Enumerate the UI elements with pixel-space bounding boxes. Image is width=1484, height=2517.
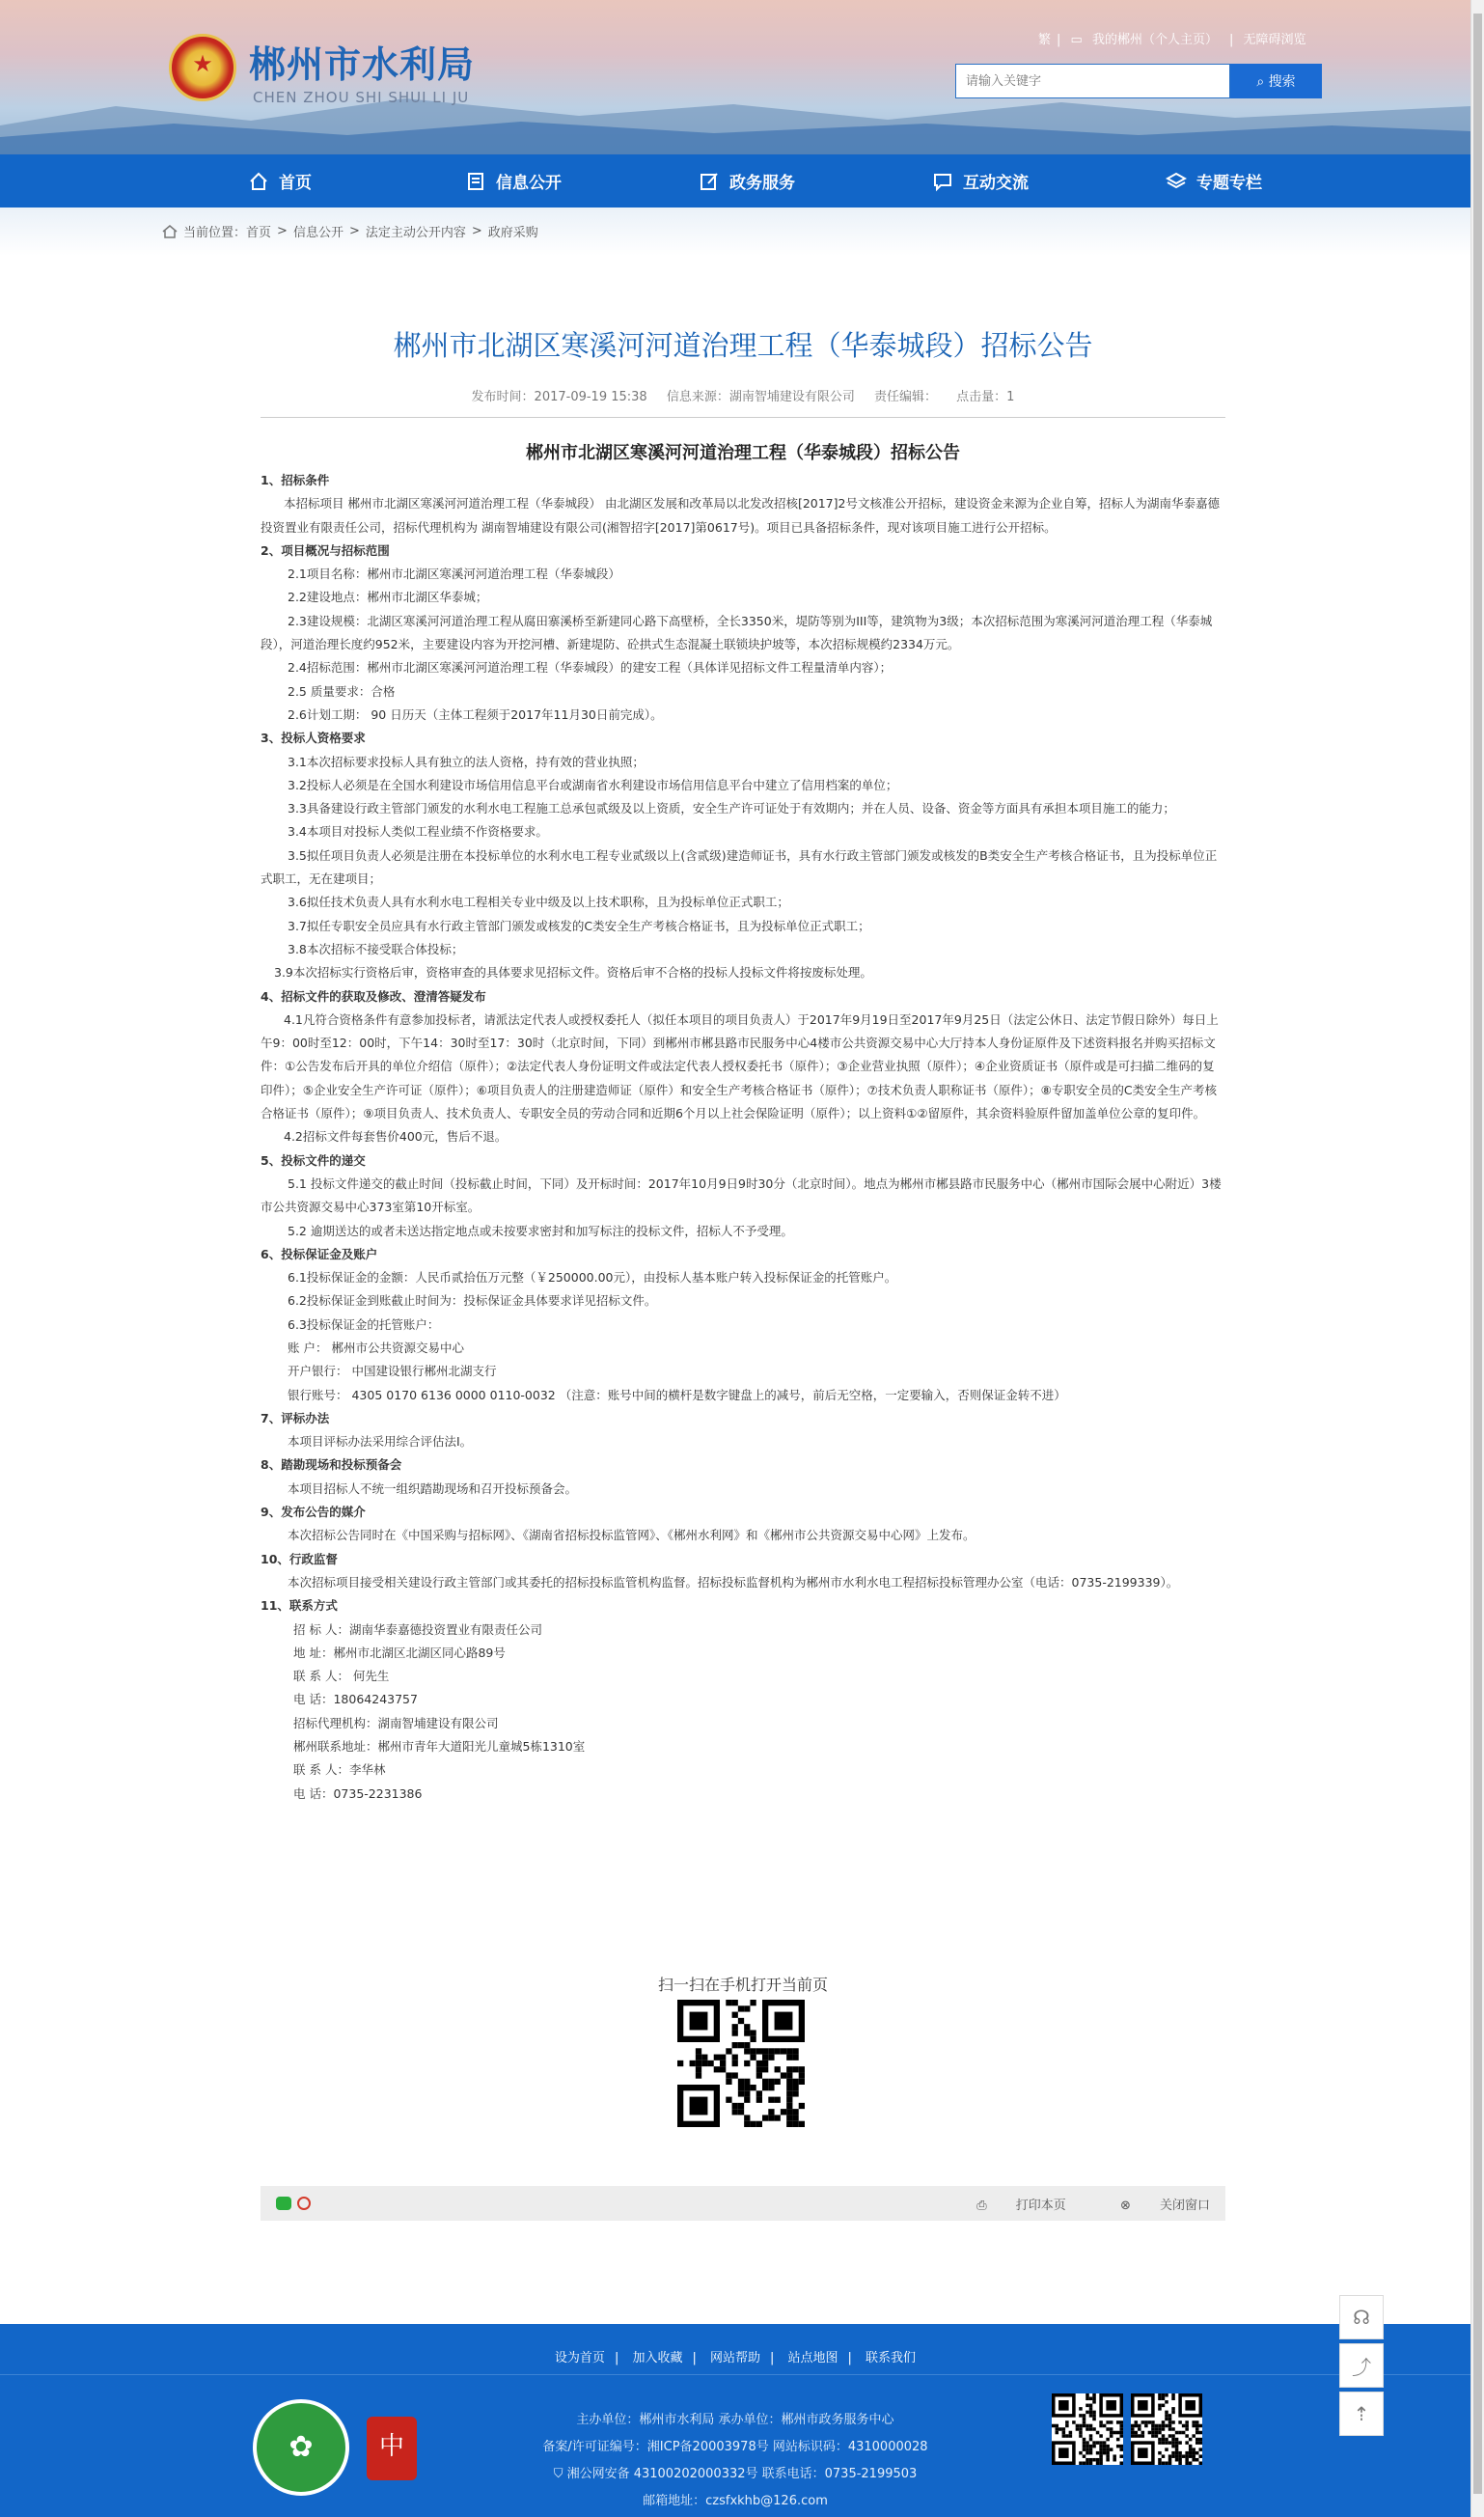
nav-interaction[interactable]: 互动交流 xyxy=(884,154,1077,207)
info-source: 信息来源：湖南智埔建设有限公司 xyxy=(666,390,855,404)
back-to-top-button[interactable] xyxy=(1339,2392,1384,2436)
footer-host: 主办单位：郴州市水利局 承办单位：郴州市政务服务中心 xyxy=(576,2413,894,2427)
paragraph: 联 系 人：李华林 xyxy=(293,1762,386,1778)
divider xyxy=(261,417,1225,418)
home-icon xyxy=(248,171,269,192)
paragraph: 3.3具备建设行政主管部门颁发的水利水电工程施工总承包贰级及以上资质，安全生产许可证处于有效期内；并在人员、设备、资金等方面具有承担本项目施工的能力； xyxy=(288,801,1175,816)
document-title: 郴州市北湖区寒溪河河道治理工程（华泰城段）招标公告 xyxy=(526,443,960,463)
vertical-scrollbar[interactable] xyxy=(1470,0,1484,2517)
search-bar xyxy=(955,64,1322,98)
edit-icon xyxy=(699,171,720,192)
paragraph: 3.8本次招标不接受联合体投标； xyxy=(288,941,464,956)
site-name[interactable]: 郴州市水利局 xyxy=(249,42,476,86)
search-button[interactable]: ⌕ 搜索 xyxy=(1230,64,1322,98)
section-heading: 9、发布公告的媒介 xyxy=(261,1505,366,1520)
paragraph: 3.7拟任专职安全员应具有水行政主管部门颁发或核发的C类安全生产考核合格证书，且为投标单位正式职工； xyxy=(288,918,870,933)
paragraph: 本项目招标人不统一组织踏勘现场和召开投标预备会。 xyxy=(288,1480,578,1496)
layers-icon xyxy=(1166,171,1187,192)
paragraph: 2.5 质量要求：合格 xyxy=(288,683,396,699)
section-heading: 7、评标办法 xyxy=(261,1410,330,1425)
nav-special-topics[interactable]: 专题专栏 xyxy=(1117,154,1310,207)
error-report-badge[interactable]: 中 xyxy=(367,2417,417,2480)
paragraph: 4.1凡符合资格条件有意参加投标者，请派法定代表人或授权委托人（拟任本项目的项目负责人）于2017年9月19日至2017年9月25日（法定公休日、法定节假日除外）每日上午9：00时至12：00时，下午14：30时至17：30时（北京时间，下同）到郴州市郴县路市民服务中心4楼市公共资源交易中心大厅持本人身份证原件及下述资料报名并购买招标文件：①公告发布后开具的单位介绍信（原件）；②法定代表人身份证明文件或法定代表人授权委托书（原件）；③企业营业执照（原件）；④企业资质证书（原件或是可扫描二维码的复印件）；⑤企业安全生产许可证（原件）；⑥项目负责人的注册建造师证（原件）和安全生产考核合格证书（原件）；⑦技术负责人职称证书（原件）；⑧专职安全员的C类安全生产考核合格证书（原件）；⑨项目负责人、技术负责人、专职安全员的劳动合同和近期6个月以上社会保险证明（原件）；以上资料①②留原件，其余资料验原件留加盖单位公章的复印件。 xyxy=(261,1011,1219,1121)
footer-divider xyxy=(0,2374,1470,2375)
paragraph: 4.2招标文件每套售价400元，售后不退。 xyxy=(284,1129,508,1145)
paragraph: 3.2投标人必须是在全国水利建设市场信用信息平台或湖南省水利建设市场信用信息平台中建立了信用档案的单位； xyxy=(288,777,898,792)
article-meta xyxy=(261,386,1225,404)
paragraph: 联 系 人： 何先生 xyxy=(293,1669,390,1684)
police-badge-icon: ⛉ xyxy=(553,2467,567,2481)
nav-info-disclosure[interactable]: 信息公开 xyxy=(417,154,610,207)
top-links: 繁 | ▭ 我的郴州（个人主页） | 无障碍浏览 xyxy=(1038,33,1306,47)
section-heading: 10、行政监督 xyxy=(261,1551,338,1566)
chat-icon xyxy=(932,171,953,192)
footer-links: 设为首页 | 加入收藏 | 网站帮助 | 站点地图 | 联系我们 xyxy=(554,2351,917,2365)
paragraph: 3.1本次招标要求投标人具有独立的法人资格，持有效的营业执照； xyxy=(288,754,645,769)
search-input[interactable] xyxy=(955,64,1230,98)
close-icon: ⊗ xyxy=(1119,2198,1135,2213)
traditional-chinese-link[interactable]: 繁 xyxy=(1038,33,1052,47)
paragraph: 电 话：0735-2231386 xyxy=(293,1785,423,1801)
scrollbar-thumb[interactable] xyxy=(1473,14,1482,2494)
breadcrumb-info-disclosure[interactable]: 信息公开 xyxy=(292,226,344,240)
paragraph: 3.5拟任项目负责人必须是注册在本投标单位的水利水电工程专业贰级以上(含贰级)建造师证书，具有水行政主管部门颁发或核发的B类安全生产考核合格证书，且为投标单位正式职工，无在建项目； xyxy=(261,847,1218,887)
paragraph: 2.3建设规模：北湖区寒溪河河道治理工程从腐田寨溪桥至新建同心路下高壁桥，全长3350米，堤防等别为III等，建筑物为3级；本次招标范围为寒溪河河道治理工程（华泰城段），河道治理长度约952米，主要建设内容为开挖河槽、新建堤防、砼拱式生态混凝土联锁块护坡等，本次招标规模约2334万元。 xyxy=(261,613,1213,652)
click-count: 点击量：1 xyxy=(956,390,1015,404)
paragraph: 3.9本次招标实行资格后审，资格审查的具体要求见招标文件。资格后审不合格的投标人投标文件将按废标处理。 xyxy=(274,965,872,981)
wechat-icon: ☊ xyxy=(1353,2306,1370,2329)
government-website-badge[interactable]: ✿ xyxy=(253,2399,349,2496)
paragraph: 招 标 人：湖南华泰嘉德投资置业有限责任公司 xyxy=(293,1621,542,1637)
side-float-toolbar xyxy=(1339,2295,1384,2440)
paragraph: 开户银行： 中国建设银行郴州北湖支行 xyxy=(288,1364,497,1379)
wechat-float-button[interactable] xyxy=(1339,2295,1384,2339)
publish-time: 发布时间：2017-09-19 15:38 xyxy=(471,390,647,404)
section-heading: 8、踏勘现场和投标预备会 xyxy=(261,1457,402,1473)
national-emblem-logo[interactable]: ★ xyxy=(169,34,236,101)
section-heading: 3、投标人资格要求 xyxy=(261,731,366,746)
paragraph: 本项目评标办法采用综合评估法Ⅰ。 xyxy=(288,1434,473,1450)
print-button[interactable]: ⎙ 打印本页 xyxy=(976,2198,1066,2213)
search-icon: ⌕ xyxy=(1256,74,1269,90)
nav-government-services[interactable]: 政务服务 xyxy=(650,154,843,207)
share-icon: ⤴ xyxy=(1352,2355,1371,2379)
paragraph: 郴州联系地址：郴州市青年大道阳光儿童城5栋1310室 xyxy=(293,1739,586,1755)
paragraph: 地 址：郴州市北湖区北湖区同心路89号 xyxy=(293,1645,506,1660)
paragraph: 6.1投标保证金的金额：人民币贰拾伍万元整（￥250000.00元），由投标人基本账户转入投标保证金的托管账户。 xyxy=(288,1270,897,1286)
qr-code xyxy=(677,2000,805,2127)
section-heading: 2、项目概况与招标范围 xyxy=(261,542,390,558)
nav-home[interactable]: 首页 xyxy=(183,154,376,207)
footer-link-favorite[interactable]: 加入收藏 xyxy=(632,2351,683,2365)
footer-email: 邮箱地址：czsfxkhb@126.com xyxy=(643,2494,828,2508)
paragraph: 2.1项目名称：郴州市北湖区寒溪河河道治理工程（华泰城段） xyxy=(288,567,620,582)
footer-link-help[interactable]: 网站帮助 xyxy=(709,2351,760,2365)
footer-icp: 备案/许可证编号：湘ICP备20003978号 网站标识码：4310000028 xyxy=(542,2440,928,2454)
page-title: 郴州市北湖区寒溪河河道治理工程（华泰城段）招标公告 xyxy=(393,329,1093,362)
paragraph: 5.2 逾期送达的或者未送达指定地点或未按要求密封和加写标注的投标文件，招标人不予受理。 xyxy=(288,1223,793,1238)
footer xyxy=(0,2324,1470,2517)
section-heading: 11、联系方式 xyxy=(261,1598,338,1614)
article-body xyxy=(261,469,1225,1806)
article-toolbar xyxy=(261,2186,1225,2221)
paragraph: 账 户： 郴州市公共资源交易中心 xyxy=(288,1340,464,1355)
paragraph: 电 话：18064243757 xyxy=(293,1692,418,1707)
section-heading: 1、招标条件 xyxy=(261,473,330,487)
breadcrumb-prefix: 当前位置： xyxy=(183,226,247,240)
paragraph: 银行账号： 4305 0170 6136 0000 0110-0032 （注意：账号中间的横杆是数字键盘上的减号，前后无空格，一定要输入，否则保证金转不进） xyxy=(288,1387,1066,1402)
site-pinyin: CHEN ZHOU SHI SHUI LI JU xyxy=(253,89,470,106)
paragraph: 2.2建设地点：郴州市北湖区华泰城； xyxy=(288,590,488,605)
paragraph: 2.4招标范围：郴州市北湖区寒溪河河道治理工程（华泰城段）的建安工程（具体详见招标文件工程量清单内容）； xyxy=(288,660,893,676)
breadcrumb: 当前位置： 首页 > 信息公开 > 法定主动公开内容 > 政府采购 xyxy=(162,222,538,240)
accessibility-link[interactable]: 无障碍浏览 xyxy=(1243,33,1306,47)
home-icon xyxy=(162,225,178,238)
footer-police: ⛉ 湘公网安备 43100202000332号 联系电话：0735-2199503 xyxy=(553,2467,918,2481)
qr-label: 扫一扫在手机打开当前页 xyxy=(657,1976,828,1994)
paragraph: 6.3投标保证金的托管账户： xyxy=(288,1316,440,1332)
breadcrumb-home[interactable]: 首页 xyxy=(246,226,272,240)
paragraph: 本次招标公告同时在《中国采购与招标网》、《湖南省招标投标监管网》、《郴州水利网》和《郴州市公共资源交易中心网》上发布。 xyxy=(288,1528,976,1543)
paragraph: 2.6计划工期： 90 日历天（主体工程须于2017年11月30日前完成）。 xyxy=(288,706,663,722)
my-chenzhou-link[interactable]: ▭ 我的郴州（个人主页） xyxy=(1070,33,1218,47)
responsible-editor: 责任编辑： xyxy=(874,390,938,404)
printer-icon: ⎙ xyxy=(976,2198,991,2213)
document-icon xyxy=(465,171,486,192)
section-heading: 4、招标文件的获取及修改、澄清答疑发布 xyxy=(261,988,486,1004)
breadcrumb-government-procurement[interactable]: 政府采购 xyxy=(487,226,538,240)
section-heading: 6、投标保证金及账户 xyxy=(261,1246,378,1261)
paragraph: 5.1 投标文件递交的截止时间（投标截止时间，下同）及开标时间：2017年10月9日9时30分（北京时间）。地点为郴州市郴县路市民服务中心（郴州市国际会展中心附近）3楼市公共资源交易中心373室第10开标室。 xyxy=(261,1176,1222,1215)
breadcrumb-statutory-content[interactable]: 法定主动公开内容 xyxy=(365,226,466,240)
section-heading: 5、投标文件的递交 xyxy=(261,1152,366,1168)
wechat-share-icon[interactable] xyxy=(276,2197,291,2210)
paragraph: 3.4本项目对投标人类似工程业绩不作资格要求。 xyxy=(288,824,548,840)
share-float-button[interactable] xyxy=(1339,2343,1384,2388)
paragraph: 3.6拟任技术负责人具有水利水电工程相关专业中级及以上技术职称，且为投标单位正式职工； xyxy=(288,895,789,910)
close-window-button[interactable]: ⊗ 关闭窗口 xyxy=(1119,2198,1210,2213)
back-to-top-icon: ⇡ xyxy=(1353,2402,1370,2425)
footer-link-contact[interactable]: 联系我们 xyxy=(866,2351,917,2365)
footer-qr-code xyxy=(1052,2393,1123,2465)
paragraph: 6.2投标保证金到账截止时间为：投标保证金具体要求详见招标文件。 xyxy=(288,1293,657,1309)
paragraph: 招标代理机构：湖南智埔建设有限公司 xyxy=(293,1715,499,1730)
paragraph: 本次招标项目接受相关建设行政主管部门或其委托的招标投标监管机构监督。招标投标监督机构为郴州市水利水电工程招标投标管理办公室（电话：0735-2199339）。 xyxy=(288,1574,1179,1590)
paragraph: 本招标项目 郴州市北湖区寒溪河河道治理工程（华泰城段） 由北湖区发展和改革局以北发改招核[2017]2号文核准公开招标，建设资金来源为企业自筹，招标人为湖南华泰嘉德投资置业有限责任公司，招标代理机构为 湖南智埔建设有限公司(湘智招字[2017]第0617号)。项目已具备招标条件，现对该项目施工进行公开招标。 xyxy=(261,496,1220,535)
footer-link-sitemap[interactable]: 站点地图 xyxy=(787,2351,838,2365)
weibo-share-icon[interactable] xyxy=(297,2197,311,2210)
footer-qr-code xyxy=(1131,2393,1202,2465)
main-nav xyxy=(0,154,1470,207)
share-icons xyxy=(276,2197,311,2210)
footer-link-homepage[interactable]: 设为首页 xyxy=(554,2351,605,2365)
